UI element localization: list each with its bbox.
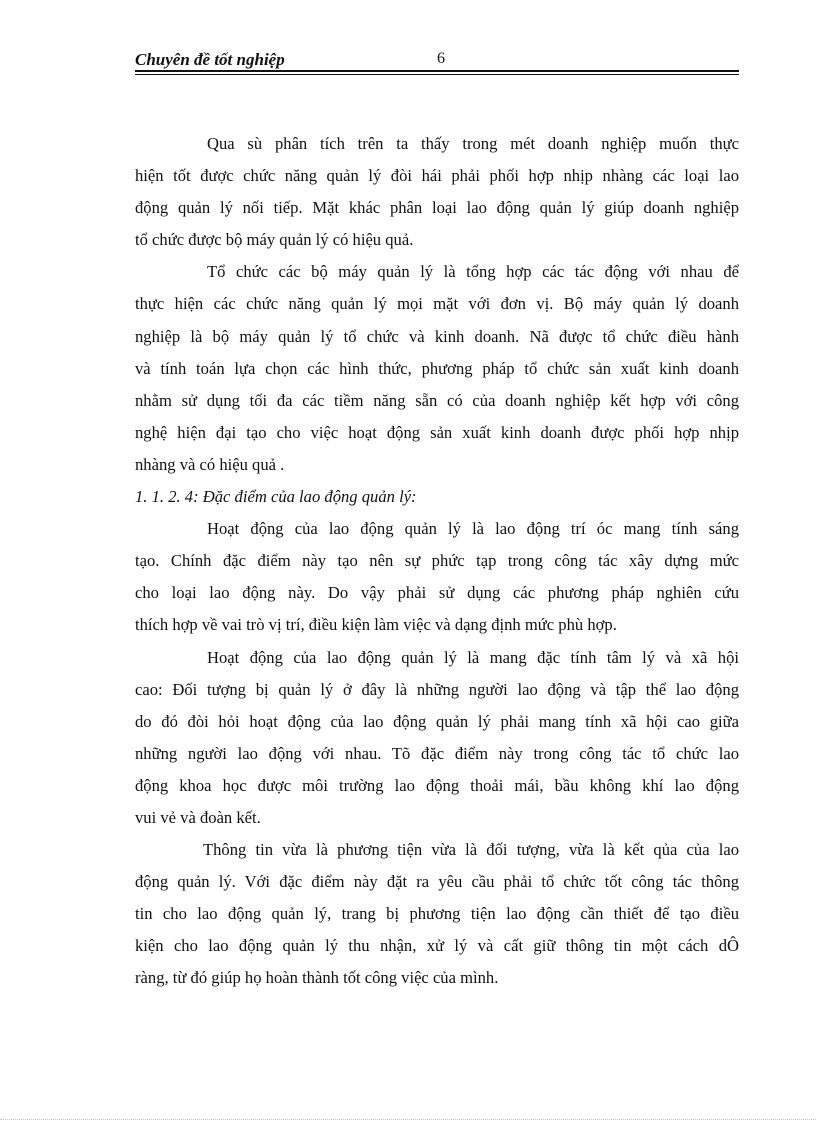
text-line: hiện tốt được chức năng quản lý đòi hái phải phối hợp nhịp nhàng các loại lao: [135, 166, 739, 186]
text-line: tạo. Chính đặc điểm này tạo nên sự phức tạp trong công tác xây dựng mức: [135, 551, 739, 571]
text-line: do đó đòi hỏi hoạt động của lao động quản lý phải mang tính xã hội cao giữa: [135, 711, 739, 731]
text-line: động quản lý nối tiếp. Mặt khác phân loại lao động quản lý giúp doanh nghiệp: [135, 198, 739, 218]
text-line: động khoa học được môi trường lao động thoải mái, bầu không khí lao động: [135, 775, 739, 795]
text-line: cao: Đối tượng bị quản lý ở đây là những người lao động và tập thể lao động: [135, 679, 739, 699]
text-line: thích hợp về vai trò vị trí, điều kiện làm việc và dạng định mức phù hợp.: [135, 615, 617, 635]
paragraph-3: [135, 513, 739, 641]
header-title: Chuyên đề tốt nghiệp: [135, 50, 285, 69]
text-line: tin cho lao động quản lý, trang bị phương tiện lao động cần thiết để tạo điều: [135, 904, 739, 924]
document-body: [135, 128, 739, 995]
text-line: Thông tin vừa là phương tiện vừa là đối tượng, vừa là kết qủa của lao: [203, 840, 739, 860]
text-line: ràng, từ đó giúp họ hoàn thành tốt công việc của mình.: [135, 968, 499, 988]
paragraph-1: [135, 128, 739, 256]
text-line: nhàng và có hiệu quả .: [135, 454, 285, 474]
text-line: tổ chức được bộ máy quản lý có hiệu quả.: [135, 230, 414, 250]
text-line: Hoạt động của lao động quản lý là mang đặc tính tâm lý và xã hội: [207, 647, 739, 667]
text-line: động quản lý. Với đặc điểm này đặt ra yêu cầu phải tổ chức tốt công tác thông: [135, 872, 739, 892]
text-line: nhằm sử dụng tối đa các tiềm năng sẵn có của doanh nghiệp kết hợp với công: [135, 390, 739, 410]
text-line: Qua sù phân tích trên ta thấy trong mét doanh nghiệp muốn thực: [207, 134, 739, 153]
text-line: nghiệp là bộ máy quản lý tổ chức và kinh doanh. Nã được tổ chức điều hành: [135, 326, 739, 346]
page-number: 6: [437, 50, 445, 67]
text-line: cho loại lao động này. Do vậy phải sử dụng các phương pháp nghiên cứu: [135, 583, 739, 603]
text-line: và tính toán lựa chọn các hình thức, phương pháp tổ chức sản xuất kinh doanh: [135, 358, 739, 378]
paragraph-4: [135, 642, 739, 835]
paragraph-2: [135, 256, 739, 481]
header-rule-thick: [135, 70, 739, 72]
text-line: vui vẻ và đoàn kết.: [135, 807, 261, 827]
text-line: Tổ chức các bộ máy quản lý là tổng hợp các tác động với nhau để: [207, 262, 739, 282]
paragraph-5: [135, 834, 739, 994]
text-line: nghệ hiện đại tạo cho việc hoạt động sản xuất kinh doanh được phối hợp nhịp: [135, 422, 739, 442]
text-line: thực hiện các chức năng quản lý mọi mặt với đơn vị. Bộ máy quản lý doanh: [135, 294, 739, 314]
section-heading-paragraph: [135, 481, 739, 513]
page-header: [135, 46, 739, 76]
text-line: những người lao động với nhau. Tõ đặc điểm này trong công tác tổ chức lao: [135, 743, 739, 763]
text-line: kiện cho lao động quản lý thu nhận, xử lý và cất giữ thông tin một cách dÔ: [135, 936, 739, 956]
text-line: Hoạt động của lao động quản lý là lao động trí óc mang tính sáng: [207, 519, 739, 539]
header-rule-thin: [135, 74, 739, 75]
page-bottom-border: [0, 1119, 816, 1120]
section-heading: 1. 1. 2. 4: Đặc điểm của lao động quản lý:: [135, 487, 417, 507]
